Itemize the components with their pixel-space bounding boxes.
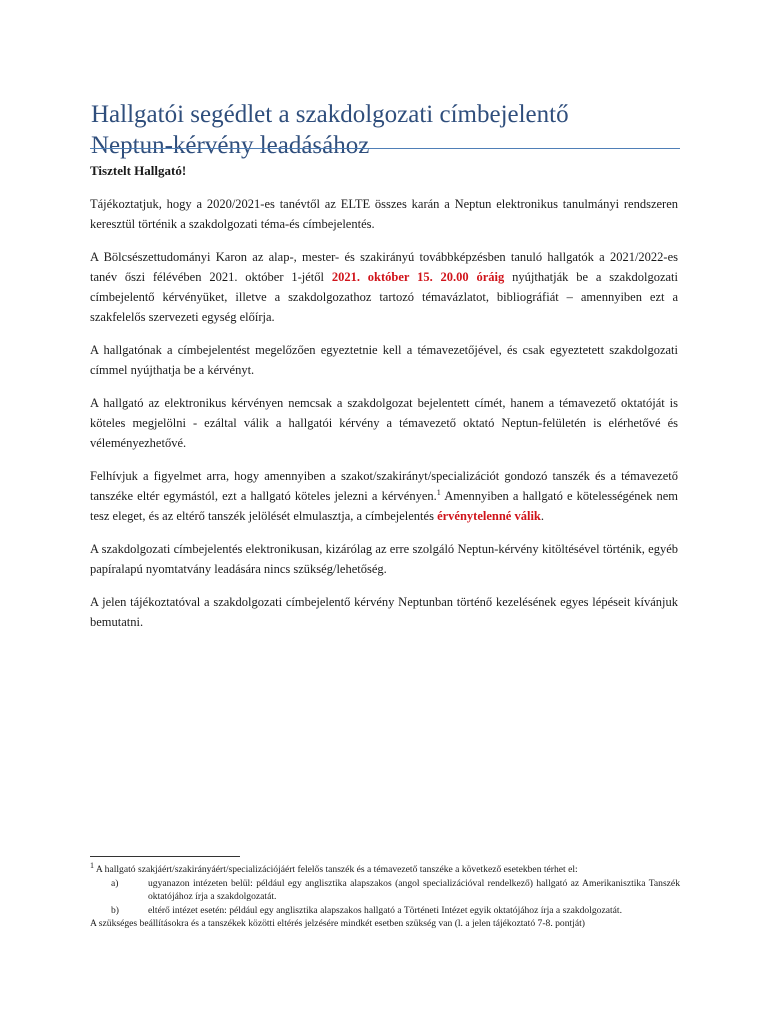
document-body [90, 162, 678, 645]
footnote-text: A hallgató szakjáért/szakirányáért/specializációjáért felelős tanszék és a témavezető tanszéke a következő esetekben térhet el: [94, 864, 578, 875]
paragraph-7: A jelen tájékoztatóval a szakdolgozati címbejelentő kérvény Neptunban történő kezelésének egyes lépéseit kívánjuk bemutatni. [90, 595, 678, 629]
paragraph-4: A hallgató az elektronikus kérvényen nemcsak a szakdolgozat bejelentett címét, hanem a témavezető oktatóját is köteles megjelölni - ezáltal válik a hallgatói kérvény a témavezető oktató Neptun-felületén is elérhetővé és véleményezhetővé. [90, 396, 678, 450]
title-underline [90, 148, 680, 149]
footnote-1 [90, 860, 680, 876]
paragraph-5-text-end: . [540, 509, 544, 523]
footnote-reference[interactable]: 1 [436, 487, 441, 497]
paragraph-5-text: Felhívjuk a figyelmet arra, hogy amennyiben a szakot/szakirányt/specializációt gondozó tanszék és a témavezető tanszéke eltér egymástól, ezt a hallgató köteles jelezni a kérvényen. [90, 469, 678, 503]
paragraph-1: Tájékoztatjuk, hogy a 2020/2021-es tanévtől az ELTE összes karán a Neptun elektronikus tanulmányi rendszeren keresztül történik a szakdolgozati téma-és címbejelentés. [90, 197, 678, 231]
paragraph-5-text-mid: Amennyiben a hallgató e kötelességének nem tesz eleget, és az eltérő tanszék jelölését elmulasztja, a címbejelentés [90, 489, 678, 523]
footnote-list [90, 877, 680, 917]
footnote-item-marker: b) [111, 904, 119, 916]
footnote-separator [90, 856, 240, 857]
title-line-1: Hallgatói segédlet a szakdolgozati címbejelentő [91, 100, 569, 128]
footnotes [90, 860, 680, 930]
paragraph-2-text-end: nyújthatják be a szakdolgozati címbejelentő kérvényüket, illetve a szakdolgozathoz tartozó témavázlatot, bibliográfiát – amennyiben ezt a szakfelelős szervezeti egység előírja. [90, 270, 678, 324]
footnote-list-item [90, 877, 680, 903]
footnote-list-item [90, 904, 680, 917]
footnote-number: 1 [90, 860, 94, 870]
greeting: Tisztelt Hallgató! [90, 163, 187, 178]
footnote-item-text: ugyanazon intézeten belül: például egy anglisztika alapszakos (angol specializációval rendelkező) hallgató az Amerikanisztika Tanszék oktatójához írja a szakdolgozatát. [148, 878, 680, 903]
invalid-warning-highlight: érvénytelenné válik [437, 509, 541, 523]
footnote-item-marker: a) [111, 878, 119, 890]
page-title [91, 99, 691, 161]
paragraph-6: A szakdolgozati címbejelentés elektronikusan, kizárólag az erre szolgáló Neptun-kérvény kitöltésével történik, egyéb papíralapú nyomtatvány leadására nincs szükség/lehetőség. [90, 542, 678, 576]
paragraph-2-text: A Bölcsészettudományi Karon az alap-, mester- és szakirányú továbbképzésben tanuló hallgatók a 2021/2022-es tanév őszi félévében 2021. október 1-jétől [90, 250, 678, 284]
paragraph-5 [90, 466, 678, 526]
paragraph-2 [90, 247, 678, 327]
footnote-closing: A szükséges beállításokra és a tanszékek közötti eltérés jelzésére mindkét esetben szükség van (l. a jelen tájékoztató 7-8. pontját) [90, 917, 585, 929]
paragraph-3: A hallgatónak a címbejelentést megelőzően egyeztetnie kell a témavezetőjével, és csak egyeztetett szakdolgozati címmel nyújthatja be a kérvényt. [90, 343, 678, 377]
footnote-item-text: eltérő intézet esetén: például egy anglisztika alapszakos hallgató a Történeti Intézet egyik oktatójához írja a szakdolgozatát. [148, 904, 622, 916]
deadline-highlight: 2021. október 15. 20.00 óráig [331, 270, 505, 284]
title-line-2: Neptun-kérvény leadásához [91, 131, 370, 159]
